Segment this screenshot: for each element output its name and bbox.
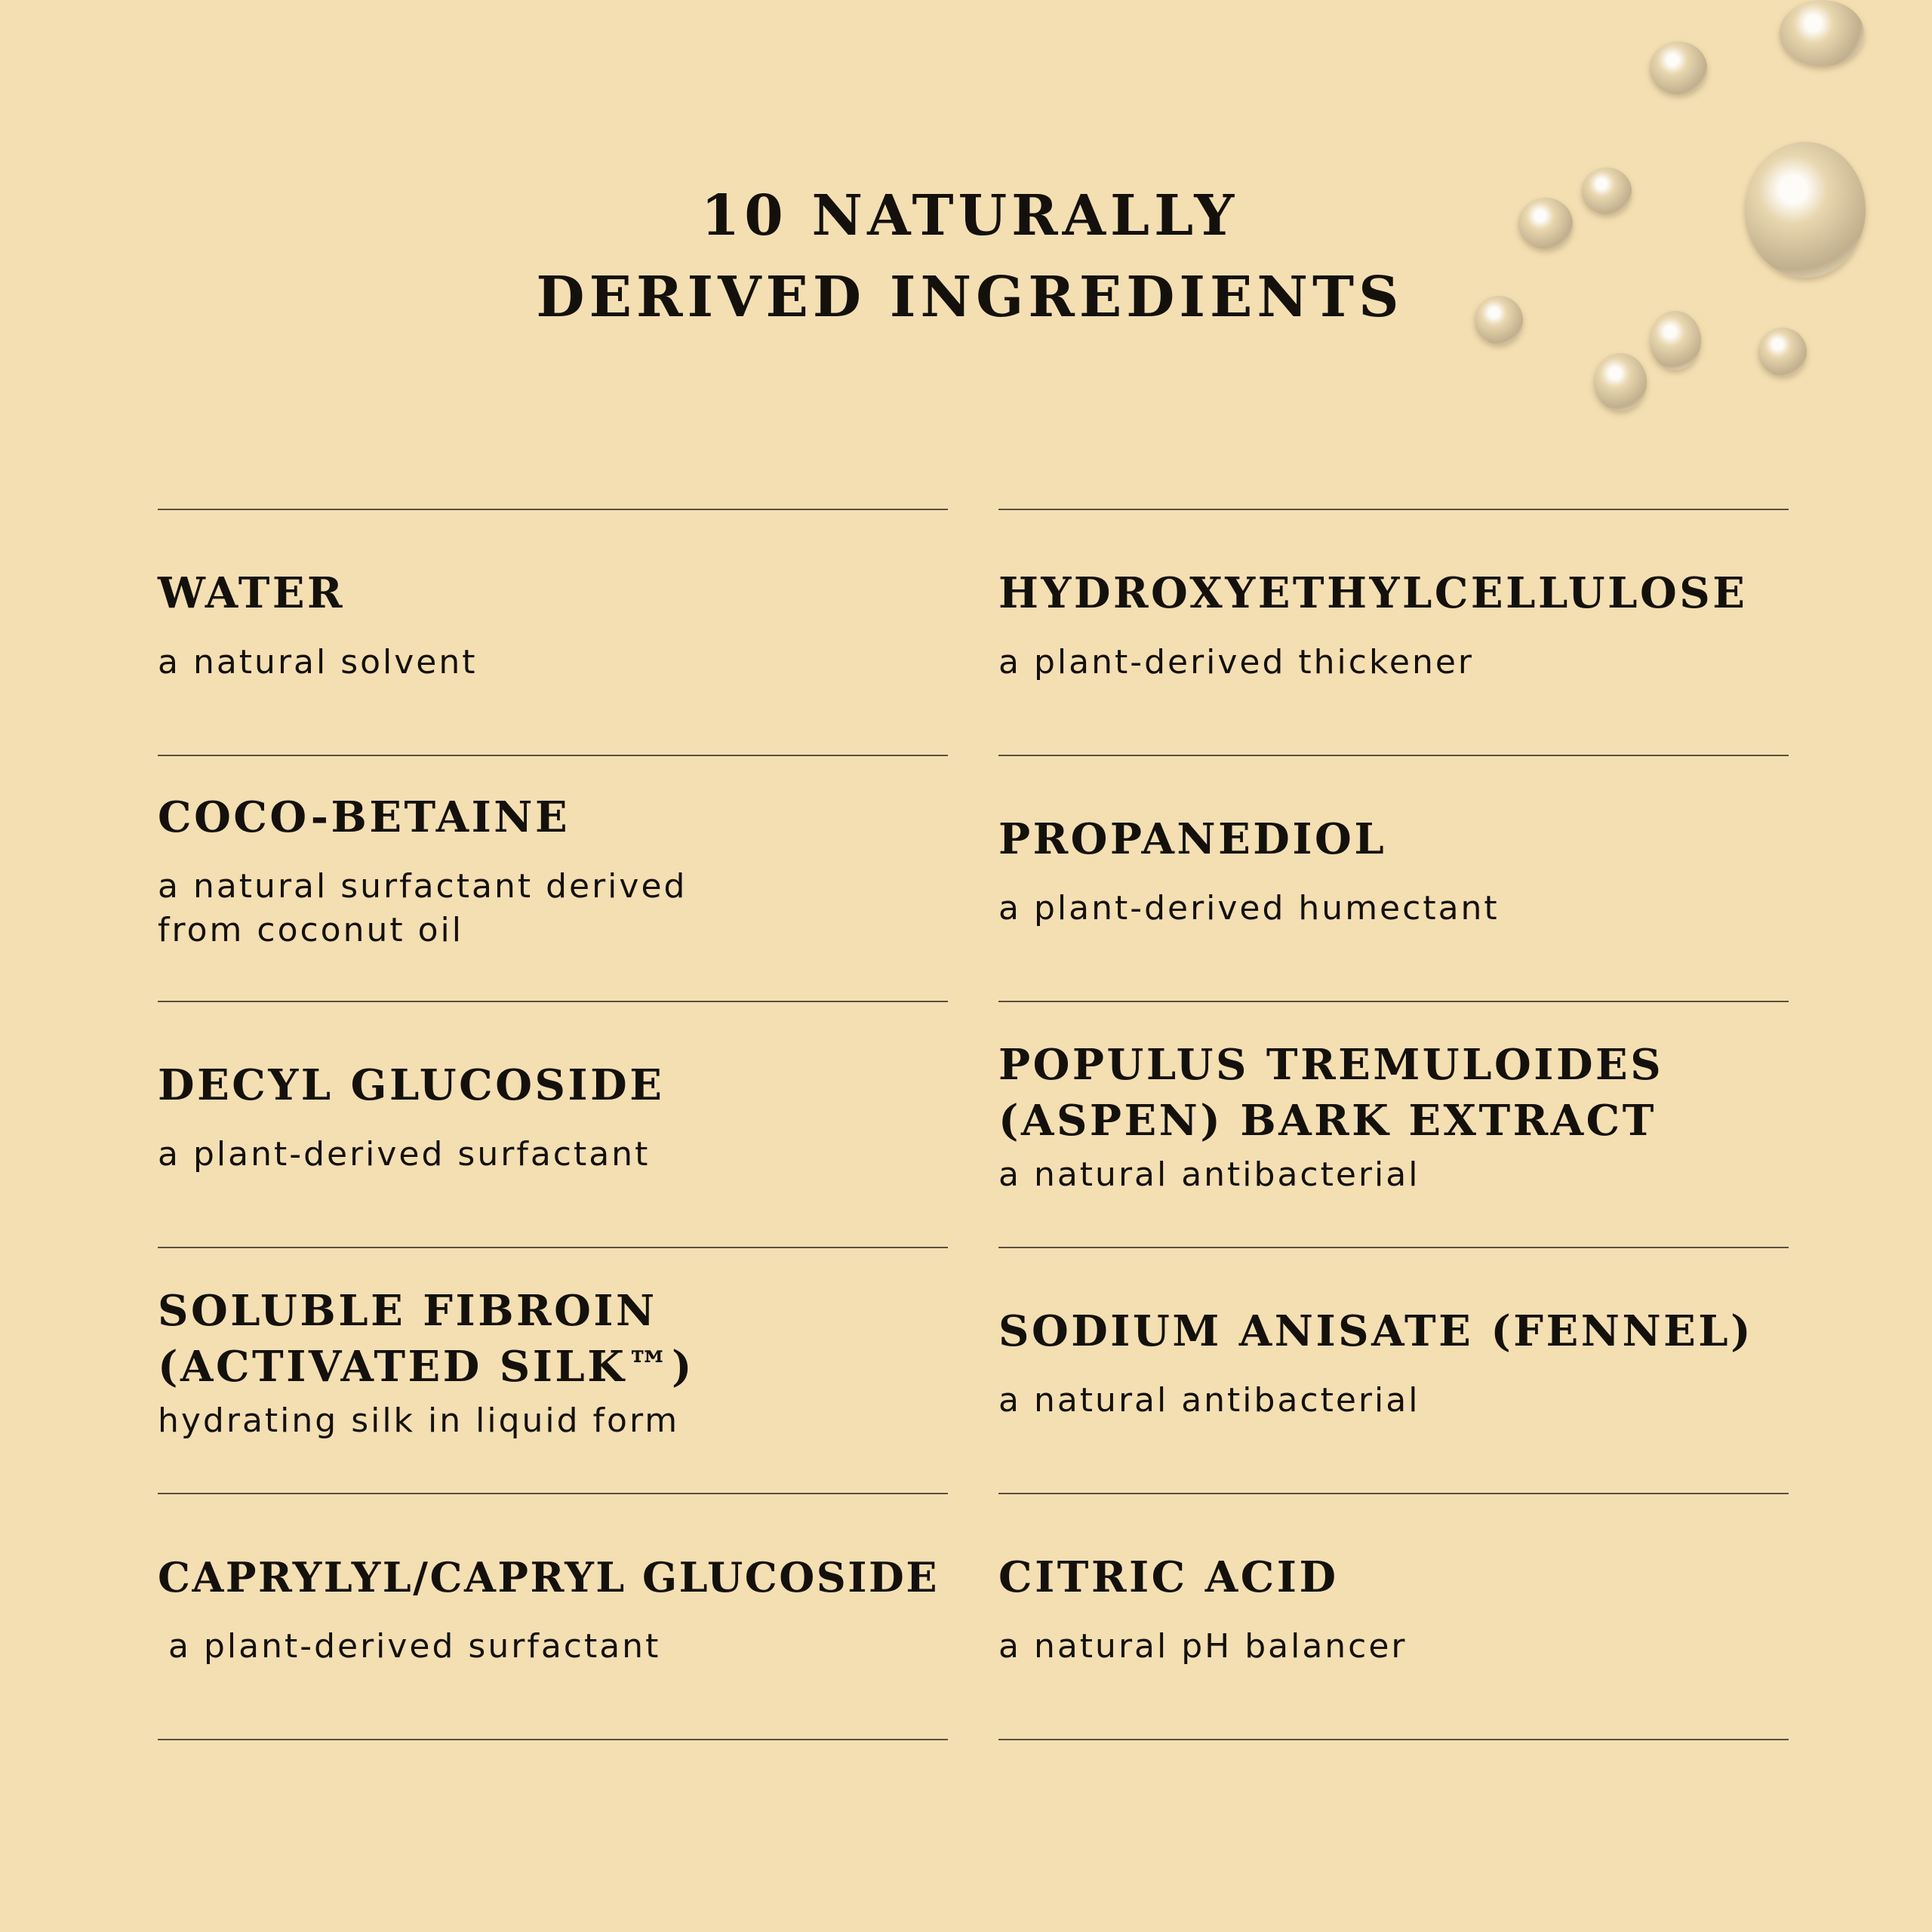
ingredient-description: a natural antibacterial [998,1381,1420,1420]
ingredient-description: a plant-derived surfactant [168,1627,661,1666]
ingredient-name: COCO-BETAINE [158,792,571,842]
bubble-icon [1650,311,1701,370]
bubble-icon [1650,42,1707,94]
ingredient-name: SODIUM ANISATE (FENNEL) [998,1306,1754,1356]
ingredient-item [158,1493,948,1740]
ingredient-description: a natural antibacterial [998,1155,1420,1194]
ingredient-description: a plant-derived thickener [998,643,1475,681]
ingredient-item [158,1247,948,1493]
bubble-icon [1518,198,1573,249]
ingredient-item [998,1493,1789,1740]
ingredient-name: PROPANEDIOL [998,814,1387,864]
ingredient-description: a plant-derived surfactant [158,1135,651,1174]
ingredient-name: SOLUBLE FIBROIN (ACTIVATED SILK™) [158,1286,694,1392]
bubble-icon [1745,142,1866,278]
ingredient-name: HYDROXYETHYLCELLULOSE [998,568,1748,618]
ingredient-item [158,1001,948,1247]
ingredient-item [998,755,1789,1001]
bubble-icon [1475,296,1523,344]
bubble-icon [1582,168,1632,214]
ingredients-right-column [998,509,1789,1740]
ingredient-description: hydrating silk in liquid form [158,1401,680,1440]
ingredient-item [998,509,1789,755]
bubble-icon [1594,353,1647,411]
ingredient-item [998,1247,1789,1493]
ingredient-item [158,755,948,1001]
ingredient-description: a plant-derived humectant [998,889,1500,928]
ingredient-description: a natural surfactant derived from coconut oil [158,867,688,949]
ingredient-item [158,509,948,755]
ingredient-description: a natural pH balancer [998,1627,1407,1666]
ingredient-name: CAPRYLYL/CAPRYL GLUCOSIDE [158,1553,940,1601]
bubble-icon [1780,0,1864,66]
title-line-2: DERIVED INGREDIENTS [536,265,1404,330]
ingredient-name: CITRIC ACID [998,1552,1339,1602]
title-line-1: 10 NATURALLY [700,183,1239,248]
ingredient-item [998,1001,1789,1247]
ingredient-name: WATER [158,568,346,618]
ingredient-name: POPULUS TREMULOIDES (ASPEN) BARK EXTRACT [998,1040,1664,1146]
ingredient-name: DECYL GLUCOSIDE [158,1060,665,1110]
ingredient-description: a natural solvent [158,643,478,681]
bubble-icon [1758,328,1807,376]
ingredients-left-column [158,509,948,1740]
page-title [0,175,1932,338]
